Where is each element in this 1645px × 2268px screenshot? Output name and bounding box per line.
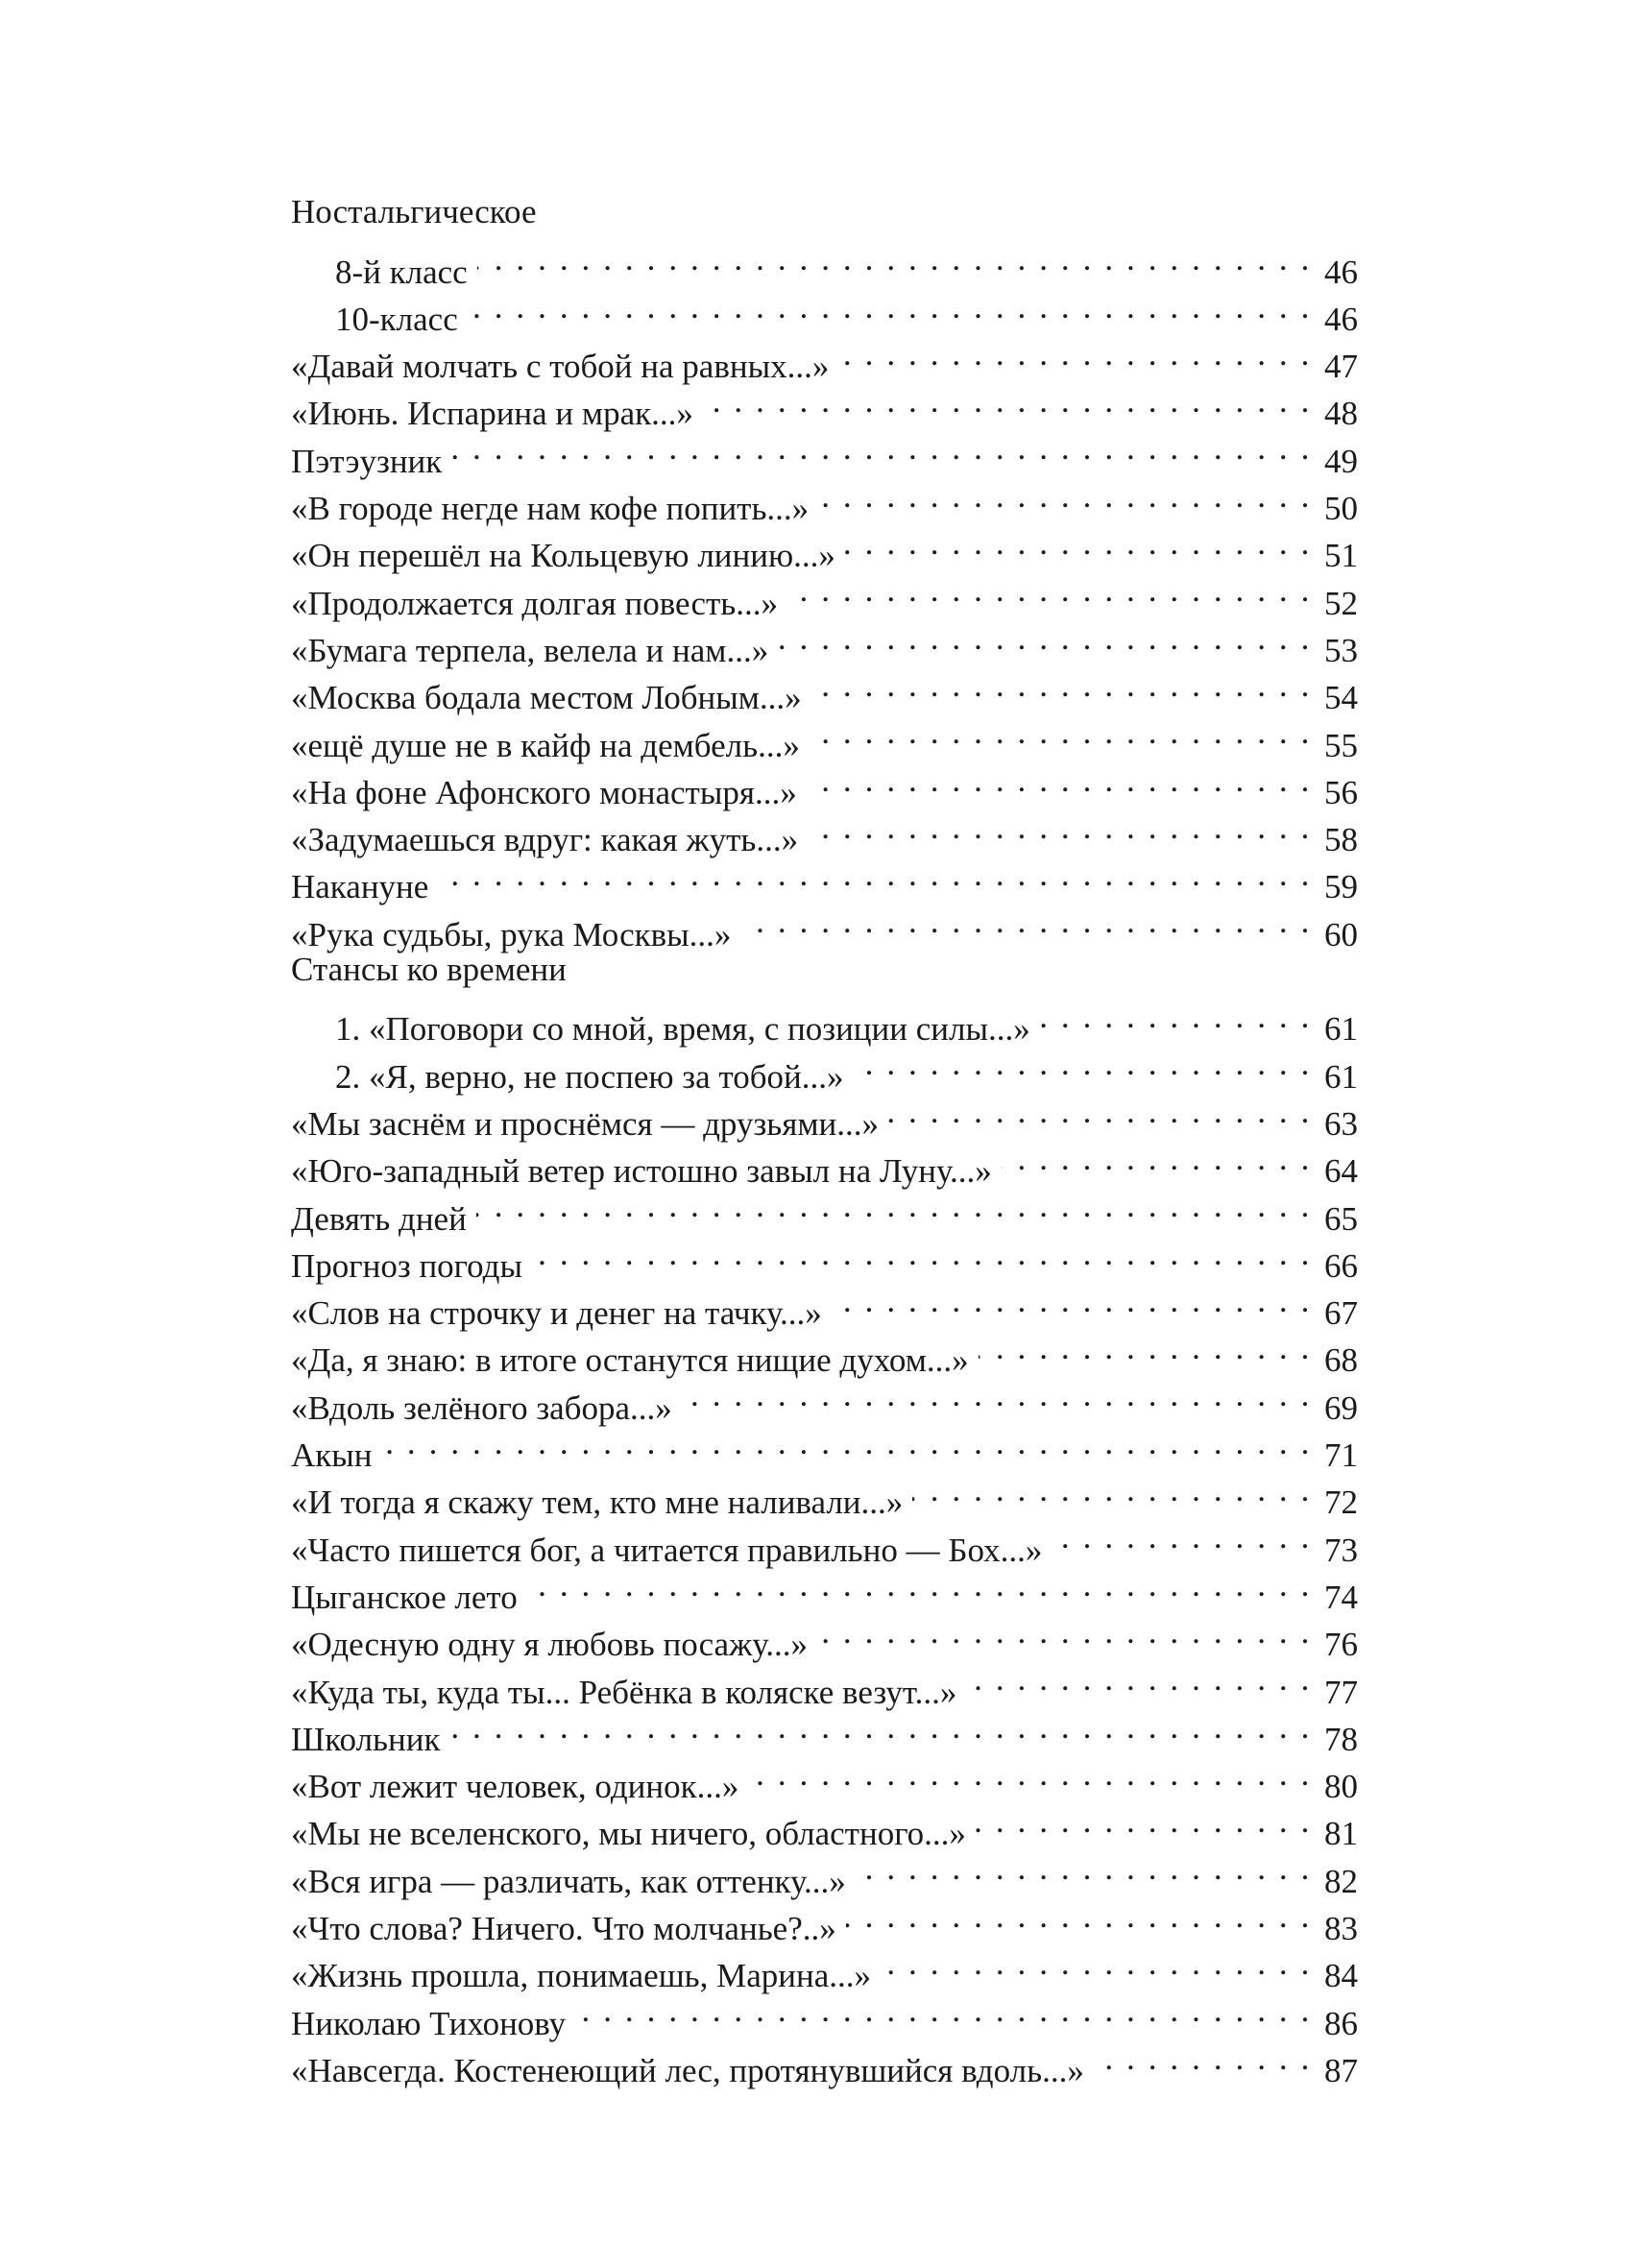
toc-page-number: 53 <box>1324 631 1358 669</box>
toc-page-number: 77 <box>1324 1673 1358 1711</box>
toc-page-number: 67 <box>1324 1294 1358 1333</box>
toc-entry <box>291 235 1358 291</box>
toc-page-number: 46 <box>1324 253 1358 291</box>
toc-page-number: 61 <box>1324 1010 1358 1049</box>
toc-dot-leader <box>449 1703 1312 1750</box>
toc-entry-title: Акын <box>291 1436 373 1475</box>
toc-dot-leader <box>1002 1135 1312 1182</box>
toc-page-number: 76 <box>1324 1626 1358 1664</box>
toc-dot-leader <box>778 615 1312 662</box>
toc-page-number: 48 <box>1324 395 1358 433</box>
toc-entry <box>291 851 1358 906</box>
toc-entry-title: 2. «Я, верно, не поспею за тобой...» <box>335 1057 844 1096</box>
toc-entry-title: «Часто пишется бог, а читается правильно — Бох...» <box>291 1531 1043 1569</box>
toc-dot-leader <box>476 1182 1312 1229</box>
toc-entry-title: «Вдоль зелёного забора...» <box>291 1388 672 1427</box>
toc-dot-leader <box>979 1324 1312 1371</box>
toc-entry-title: «Слов на строчку и денег на тачку...» <box>291 1294 822 1333</box>
toc-page-number: 82 <box>1324 1862 1358 1900</box>
toc-section-heading <box>291 188 1358 235</box>
toc-dot-leader <box>1052 1513 1312 1560</box>
toc-entry <box>291 898 1358 953</box>
toc-dot-leader <box>451 424 1312 471</box>
toc-page-number: 81 <box>1324 1815 1358 1853</box>
toc-page-number: 68 <box>1324 1341 1358 1380</box>
toc-entry-title: Пэтэузник <box>291 442 443 480</box>
toc-page-number: 65 <box>1324 1199 1358 1238</box>
toc-entry <box>291 424 1358 480</box>
toc-entry-title: «Он перешёл на Кольцевую линию...» <box>291 537 835 575</box>
toc-dot-leader <box>682 1371 1312 1418</box>
toc-entry-title: «Навсегда. Костенеющий лес, протянувшийся вдоль...» <box>291 2051 1084 2089</box>
toc-entry-title: 1. «Поговори со мной, время, с позиции силы...» <box>335 1010 1030 1049</box>
toc-dot-leader <box>382 1419 1312 1466</box>
toc-entry-title: Ностальгическое <box>291 193 537 230</box>
toc-page-number: 69 <box>1324 1388 1358 1427</box>
toc-dot-leader <box>881 1940 1312 1987</box>
toc-dot-leader <box>838 330 1312 377</box>
toc-entry-title: «Куда ты, куда ты... Ребёнка в коляске везут...» <box>291 1673 957 1711</box>
toc-page-number: 54 <box>1324 679 1358 717</box>
toc-entry-title: «Мы не вселенского, мы ничего, областного...» <box>291 1815 966 1853</box>
toc-entry <box>291 1419 1358 1475</box>
toc-entry-title: «Да, я знаю: в итоге останутся нищие духом...» <box>291 1341 969 1380</box>
toc-page-number: 84 <box>1324 1957 1358 1995</box>
toc-page-number: 72 <box>1324 1484 1358 1522</box>
toc-dot-leader <box>811 662 1312 709</box>
toc-entry <box>291 993 1358 1049</box>
toc-dot-leader <box>575 1987 1312 2034</box>
toc-page-number: 83 <box>1324 1909 1358 1947</box>
toc-entry-title: «Вся игра — различать, как оттенку...» <box>291 1862 846 1900</box>
toc-dot-leader <box>807 757 1312 804</box>
toc-dot-leader <box>703 377 1312 424</box>
toc-page-number: 59 <box>1324 868 1358 906</box>
toc-page-number: 61 <box>1324 1057 1358 1096</box>
toc-entry-title: «Одесную одну я любовь посажу...» <box>291 1626 809 1664</box>
toc-page-number: 87 <box>1324 2051 1358 2089</box>
toc-dot-leader <box>845 519 1312 567</box>
toc-entry-title: 10-класс <box>335 300 458 338</box>
toc-dot-leader <box>912 1466 1312 1513</box>
toc-dot-leader <box>787 567 1312 614</box>
toc-page-number: 56 <box>1324 773 1358 811</box>
toc-entry-title: «Москва бодала местом Лобным...» <box>291 679 802 717</box>
toc-page-number: 52 <box>1324 584 1358 622</box>
toc-entry-title: Школьник <box>291 1720 441 1758</box>
toc-page-number: 60 <box>1324 915 1358 953</box>
toc-dot-leader <box>740 898 1312 945</box>
toc-page-number: 86 <box>1324 2004 1358 2042</box>
toc-entry-title: Николаю Тихонову <box>291 2004 567 2042</box>
toc-dot-leader <box>888 1088 1312 1135</box>
toc-dot-leader <box>477 235 1312 282</box>
toc-dot-leader <box>856 1845 1312 1892</box>
toc-entry <box>291 1703 1358 1758</box>
toc-dot-leader <box>532 1230 1312 1277</box>
toc-dot-leader <box>1040 993 1312 1040</box>
toc-page-number: 55 <box>1324 726 1358 764</box>
toc-entry-title: «Вот лежит человек, одинок...» <box>291 1768 739 1806</box>
toc-dot-leader <box>818 472 1312 519</box>
toc-entry-title: «Рука судьбы, рука Москвы...» <box>291 915 732 953</box>
toc-page-number: 46 <box>1324 300 1358 338</box>
toc-page-number: 51 <box>1324 537 1358 575</box>
toc-dot-leader <box>817 1608 1312 1655</box>
toc-entry-title: «Бумага терпела, велела и нам...» <box>291 631 769 669</box>
toc-page-number: 63 <box>1324 1104 1358 1143</box>
toc-entry-title: Стансы ко времени <box>291 950 567 988</box>
toc-dot-leader <box>853 1040 1312 1087</box>
toc-dot-leader <box>832 1277 1312 1324</box>
table-of-contents <box>291 188 1358 2089</box>
toc-dot-leader <box>1094 2035 1312 2082</box>
toc-entry <box>291 1750 1358 1806</box>
toc-page-number: 64 <box>1324 1152 1358 1191</box>
toc-entry-title: «Что слова? Ничего. Что молчанье?..» <box>291 1909 836 1947</box>
toc-entry-title: «Продолжается долгая повесть...» <box>291 584 778 622</box>
toc-dot-leader <box>976 1798 1312 1845</box>
toc-page-number: 47 <box>1324 348 1358 386</box>
toc-entry-title: «ещё душе не в кайф на дембель...» <box>291 726 800 764</box>
toc-entry-title: «Мы заснём и проснёмся — друзьями...» <box>291 1104 879 1143</box>
toc-entry-title: «В городе негде нам кофе попить...» <box>291 490 810 528</box>
toc-dot-leader <box>810 709 1312 756</box>
toc-page-number: 73 <box>1324 1531 1358 1569</box>
toc-entry-title: «Задумаешься вдруг: какая жуть...» <box>291 821 799 859</box>
toc-dot-leader <box>846 1893 1312 1940</box>
toc-dot-leader <box>966 1655 1312 1702</box>
toc-entry-title: Накануне <box>291 868 429 906</box>
toc-dot-leader <box>527 1561 1312 1608</box>
toc-page-number: 80 <box>1324 1768 1358 1806</box>
toc-entry-title: «На фоне Афонского монастыря...» <box>291 773 797 811</box>
toc-dot-leader <box>748 1750 1312 1798</box>
toc-entry-title: Девять дней <box>291 1199 467 1238</box>
toc-entry-title: Прогноз погоды <box>291 1246 522 1285</box>
toc-page-number: 49 <box>1324 442 1358 480</box>
toc-entry-title: Цыганское лето <box>291 1578 518 1616</box>
toc-entry-title: «Давай молчать с тобой на равных...» <box>291 348 830 386</box>
toc-entry-title: «И тогда я скажу тем, кто мне наливали...» <box>291 1484 904 1522</box>
toc-page-number: 50 <box>1324 490 1358 528</box>
toc-entry-title: «Юго-западный ветер истошно завыл на Луну...» <box>291 1152 992 1191</box>
toc-entry-title: 8-й класс <box>335 253 468 291</box>
toc-page-number: 66 <box>1324 1246 1358 1285</box>
toc-dot-leader <box>808 804 1312 851</box>
toc-page-number: 58 <box>1324 821 1358 859</box>
toc-page-number: 78 <box>1324 1720 1358 1758</box>
toc-section-heading <box>291 946 1358 993</box>
toc-page-number: 71 <box>1324 1436 1358 1475</box>
toc-dot-leader <box>468 283 1312 330</box>
toc-entry <box>291 1466 1358 1522</box>
toc-entry-title: «Жизнь прошла, понимаешь, Марина...» <box>291 1957 872 1995</box>
toc-dot-leader <box>438 851 1312 898</box>
toc-page-number: 74 <box>1324 1578 1358 1616</box>
toc-entry-title: «Июнь. Испарина и мрак...» <box>291 395 693 433</box>
